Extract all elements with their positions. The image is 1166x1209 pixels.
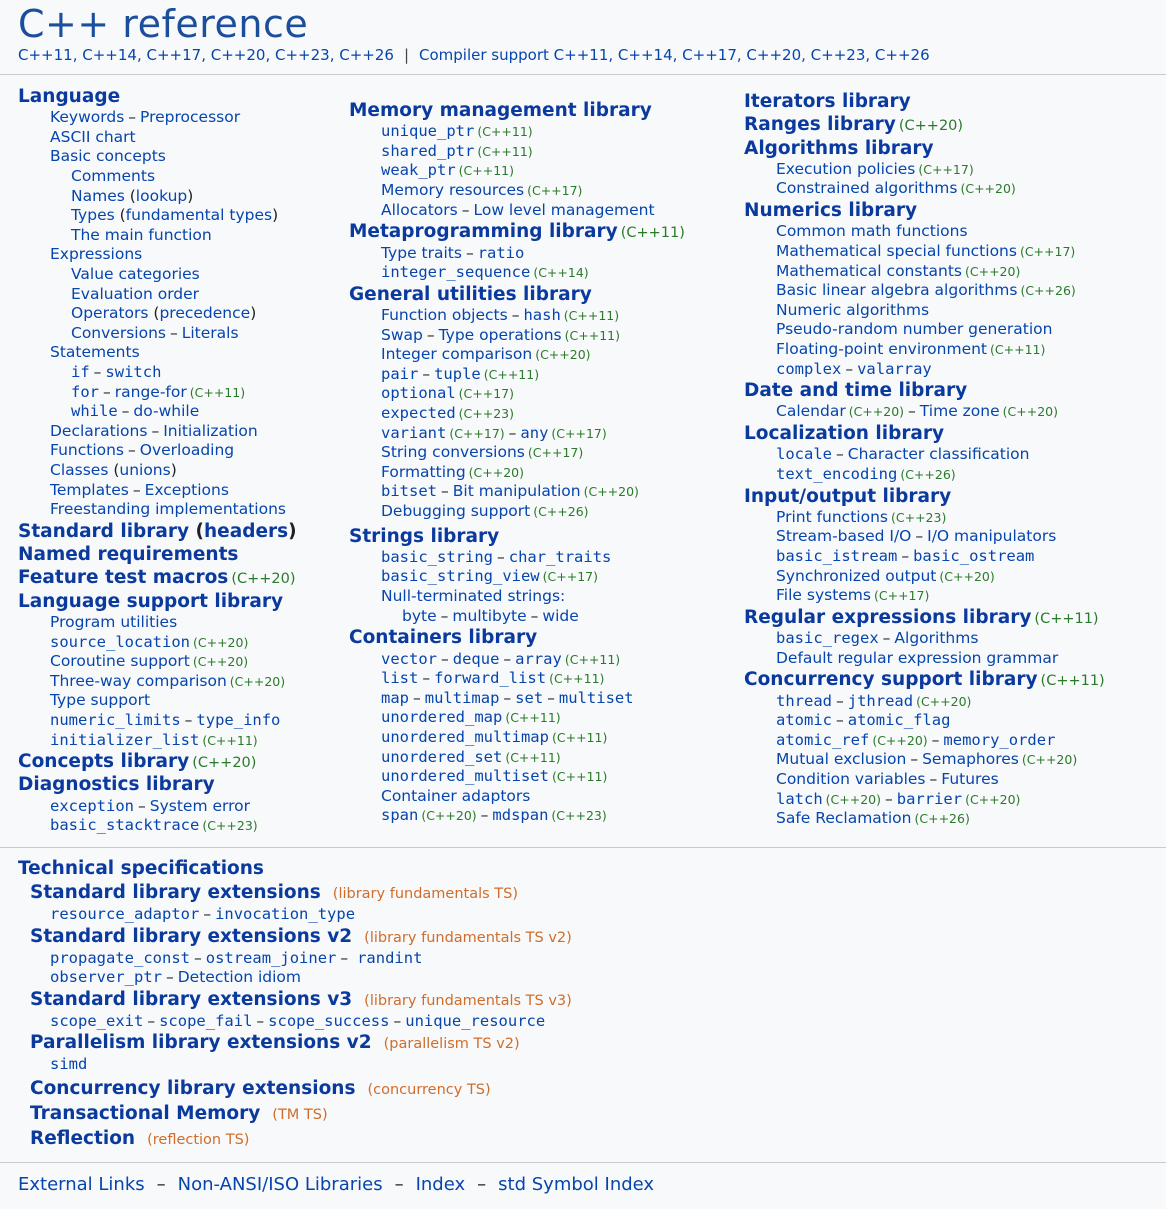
version-badge: (C++17) [458, 386, 514, 402]
unordered-map-link[interactable]: unordered_map [381, 708, 503, 727]
basic-ostream-link[interactable]: basic_ostream [913, 546, 1035, 565]
basic-regex-link[interactable]: basic_regex [776, 629, 879, 648]
version-link-cpp17[interactable]: C++17 [146, 46, 202, 64]
external-links-link[interactable]: External Links [18, 1174, 145, 1195]
pair-link[interactable]: pair [381, 364, 419, 383]
ascii-chart-link[interactable]: ASCII chart [50, 127, 136, 146]
version-badge: (C++20) [192, 654, 249, 670]
stream-io-link[interactable]: Stream-based I/O [776, 527, 912, 546]
names-link[interactable]: Names [71, 186, 125, 205]
print-functions-link[interactable]: Print functions [776, 507, 888, 526]
locale-link[interactable]: locale [776, 445, 832, 464]
column-1: Language Keywords – Preprocessor ASCII chart Basic concepts Comments Names (lookup) Types (fundamental types) The main function Expressions Value categories Evaluation order Operators (precedence) Conversions – Literals Statements if – switch for – range-for (C++11) while – do-while Declarations – Initialization Functions – Overloading Classes (unions) Templates – Exceptions Freestanding implementations Standard library (headers) Named requirements Feature test macros (C++20) Language support library Program utilities source_location (C++20) Coroutine support (C++20) Three-way comparison (C++20) Type support numeric_limits – type_info initializer_list (C++11) Concepts library (C++20) Diagnostics library exception – System error basic_stacktrace (C++23) [18, 86, 297, 835]
debugging-support-link[interactable]: Debugging support [381, 501, 531, 520]
types-link[interactable]: Types [71, 206, 115, 225]
unique-ptr-link[interactable]: unique_ptr [381, 122, 475, 141]
version-badge: (C++26) [533, 503, 589, 519]
constrained-algorithms-link[interactable]: Constrained algorithms [776, 179, 958, 198]
special-functions-link[interactable]: Mathematical special functions [776, 241, 1017, 260]
ts-label: (library fundamentals TS v3) [364, 992, 572, 1009]
multibyte-strings-link[interactable]: multibyte [452, 606, 527, 625]
compiler-link-cpp23[interactable]: C++23 [810, 46, 866, 64]
version-badge: (C++20) [960, 181, 1016, 197]
version-badge: (C++26) [914, 811, 970, 827]
map-link[interactable]: map [381, 688, 409, 707]
compiler-link-cpp17[interactable]: C++17 [682, 46, 737, 64]
io-manipulators-link[interactable]: I/O manipulators [927, 527, 1057, 546]
version-badge: (C++20) [872, 732, 928, 748]
tuple-link[interactable]: tuple [434, 364, 481, 383]
language-heading[interactable]: Language [18, 86, 121, 107]
randint-link[interactable]: randint [357, 948, 423, 967]
version-badge: (C++23) [890, 509, 947, 525]
memory-order-link[interactable]: memory_order [943, 730, 1056, 749]
linear-algebra-link[interactable]: Basic linear algebra algorithms [776, 281, 1018, 300]
ts-label: (library fundamentals TS v2) [364, 929, 572, 946]
templates-link[interactable]: Templates [50, 480, 129, 499]
metaprogramming-heading[interactable]: Metaprogramming library [349, 221, 618, 243]
version-badge: (C++20) [965, 263, 1021, 279]
atomic-ref-link[interactable]: atomic_ref [776, 730, 870, 749]
time-zone-link[interactable]: Time zone [919, 402, 1000, 421]
type-support-link[interactable]: Type support [50, 691, 151, 710]
fundamental-types-link[interactable]: fundamental types [125, 206, 273, 225]
version-link-cpp23[interactable]: C++23 [275, 46, 330, 64]
lib-extensions-v2-heading[interactable]: Standard library extensions v2 [30, 925, 353, 947]
literals-link[interactable]: Literals [181, 323, 239, 342]
version-badge: (C++14) [533, 265, 589, 281]
named-requirements-heading[interactable]: Named requirements [18, 544, 239, 566]
concepts-heading[interactable]: Concepts library [18, 751, 190, 773]
column-2: Memory management library unique_ptr (C++11) shared_ptr (C++11) weak_ptr (C++11) Memory resources (C++17) Allocators – Low level management Metaprogramming library (C++11) Type traits – ratio integer_sequence (C++14) General utilities library Function objects – hash (C++11) Swap – Type operations (C++11) Integer comparison (C++20) pair – tuple (C++11) optional (C++17) expected (C++23) variant (C++17) – any (C++17) String conversions (C++17) Formatting (C++20) bitset – Bit manipulation (C++20) Debugging support (C++26) Strings library basic_string – char_traits basic_string_view (C++17) Null-terminated strings: byte – multibyte – wide Containers library vector – deque – array (C++11) list – forward_list (C++11) map – multimap – set – multiset unordered_map (C++11) unordered_multimap (C++11) unordered_set (C++11) unordered_multiset (C++11) Container adaptors span (C++20) – mdspan (C++23) [349, 100, 685, 825]
character-classification-link[interactable]: Character classification [847, 445, 1030, 464]
container-adaptors-link[interactable]: Container adaptors [381, 786, 531, 805]
top-divider [0, 74, 1166, 75]
deque-link[interactable]: deque [452, 649, 500, 668]
version-badge: (C++20) [229, 673, 286, 689]
basic-concepts-link[interactable]: Basic concepts [50, 147, 166, 166]
switch-link[interactable]: switch [105, 363, 162, 382]
precedence-link[interactable]: precedence [159, 304, 251, 323]
math-constants-link[interactable]: Mathematical constants [776, 261, 962, 280]
comments-link[interactable]: Comments [71, 167, 156, 186]
language-support-heading[interactable]: Language support library [18, 590, 284, 612]
initializer-list-link[interactable]: initializer_list [50, 730, 200, 749]
shared-ptr-link[interactable]: shared_ptr [381, 141, 475, 160]
version-badge: (C++11) [477, 143, 533, 159]
range-for-link[interactable]: range-for [114, 382, 187, 401]
version-badge: (C++20) [1021, 752, 1078, 768]
version-badge: (C++20) [965, 791, 1021, 807]
statements-link[interactable]: Statements [50, 343, 140, 362]
version-badge: (C++26) [1020, 283, 1076, 299]
algorithms-heading[interactable]: Algorithms library [744, 137, 934, 159]
atomic-flag-link[interactable]: atomic_flag [847, 711, 951, 730]
execution-policies-link[interactable]: Execution policies [776, 159, 916, 178]
standard-versions-bar: C++11, C++14, C++17, C++20, C++23, C++26 | Compiler support C++11, C++14, C++17, C++20, C++23, C++26 [18, 46, 930, 64]
general-utilities-heading[interactable]: General utilities library [349, 283, 592, 305]
for-link[interactable]: for [71, 382, 99, 401]
byte-strings-link[interactable]: byte [402, 606, 437, 625]
if-link[interactable]: if [71, 363, 90, 382]
localization-heading[interactable]: Localization library [744, 423, 945, 445]
version-badge: (C++11) [1040, 673, 1105, 690]
compiler-link-cpp26[interactable]: C++26 [874, 46, 930, 64]
jthread-link[interactable]: jthread [847, 691, 914, 710]
version-badge: (C++11) [564, 651, 621, 667]
reflection-heading[interactable]: Reflection [30, 1127, 136, 1149]
version-badge: (C++17) [527, 445, 584, 461]
futures-link[interactable]: Futures [941, 769, 999, 788]
exception-link[interactable]: exception [50, 796, 134, 815]
ts-label: (reflection TS) [147, 1131, 250, 1148]
version-badge: (C++20) [825, 791, 882, 807]
version-badge: (C++23) [458, 406, 514, 422]
formatting-link[interactable]: Formatting [381, 462, 466, 481]
version-badge: (C++23) [551, 808, 607, 824]
observer-ptr-link[interactable]: observer_ptr [50, 968, 162, 987]
random-generation-link[interactable]: Pseudo-random number generation [776, 320, 1053, 339]
basic-string-view-link[interactable]: basic_string_view [381, 567, 540, 586]
safe-reclamation-link[interactable]: Safe Reclamation [776, 809, 912, 828]
version-link-cpp14[interactable]: C++14 [82, 46, 137, 64]
version-badge: (C++11) [564, 327, 620, 343]
atomic-link[interactable]: atomic [776, 711, 832, 730]
declarations-link[interactable]: Declarations [50, 421, 148, 440]
semaphores-link[interactable]: Semaphores [922, 750, 1019, 769]
scope-success-link[interactable]: scope_success [268, 1011, 390, 1030]
version-badge: (C++11) [551, 729, 608, 745]
ratio-link[interactable]: ratio [477, 243, 525, 262]
do-while-link[interactable]: do-while [133, 402, 200, 421]
version-link-cpp26[interactable]: C++26 [339, 46, 394, 64]
version-badge: (C++17) [542, 569, 598, 585]
lib-extensions-v3-heading[interactable]: Standard library extensions v3 [30, 988, 353, 1010]
regex-grammar-link[interactable]: Default regular expression grammar [776, 648, 1059, 667]
allocators-link[interactable]: Allocators [381, 200, 458, 219]
lookup-link[interactable]: lookup [135, 186, 188, 205]
compiler-support-link[interactable]: Compiler support [419, 46, 549, 64]
resource-adaptor-link[interactable]: resource_adaptor [50, 905, 200, 923]
synchronized-output-link[interactable]: Synchronized output [776, 566, 937, 585]
type-traits-link[interactable]: Type traits [381, 243, 462, 262]
version-badge: (C++11) [483, 366, 540, 382]
bitset-link[interactable]: bitset [381, 482, 437, 501]
main-function-link[interactable]: The main function [71, 225, 212, 244]
numerics-heading[interactable]: Numerics library [744, 200, 918, 222]
column-3: Iterators library Ranges library (C++20) Algorithms library Execution policies (C++17) Constrained algorithms (C++20) Numerics library Common math functions Mathematical special functions (C++17) Mathematical constants (C++20) Basic linear algebra algorithms (C++26) Numeric algorithms Pseudo-random number generation Floating-point environment (C++11) complex – valarray Date and time library Calendar (C++20) – Time zone (C++20) Localization library locale – Character classification text_encoding (C++26) Input/output library Print functions (C++23) Stream-based I/O – I/O manipulators basic_istream – basic_ostream Synchronized output (C++20) File systems (C++17) Regular expressions library (C++11) basic_regex – Algorithms Default regular expression grammar Concurrency support library (C++11) thread – jthread (C++20) atomic – atomic_flag atomic_ref (C++20) – memory_order Mutual exclusion – Semaphores (C++20) Condition variables – Futures latch (C++20) – barrier (C++20) Safe Reclamation (C++26) [744, 91, 1105, 828]
numeric-algorithms-link[interactable]: Numeric algorithms [776, 300, 930, 319]
multimap-link[interactable]: multimap [424, 688, 500, 707]
version-badge: (C++11) [477, 124, 533, 140]
version-link-cpp11[interactable]: C++11 [18, 46, 73, 64]
evaluation-order-link[interactable]: Evaluation order [71, 284, 200, 303]
version-badge: (C++23) [202, 818, 258, 834]
version-badge: (C++20) [468, 464, 525, 480]
vector-link[interactable]: vector [381, 649, 437, 668]
variant-link[interactable]: variant [381, 423, 447, 442]
unique-resource-link[interactable]: unique_resource [405, 1011, 546, 1030]
version-badge: (C++20) [192, 755, 257, 772]
three-way-comparison-link[interactable]: Three-way comparison [50, 671, 227, 690]
version-badge: (C++20) [898, 118, 964, 135]
unordered-multiset-link[interactable]: unordered_multiset [381, 767, 549, 786]
version-badge: (C++11) [549, 671, 605, 687]
functions-link[interactable]: Functions [50, 441, 125, 460]
detection-idiom-link[interactable]: Detection idiom [177, 968, 301, 987]
complex-link[interactable]: complex [776, 359, 842, 378]
version-badge: (C++11) [1034, 610, 1099, 627]
operators-link[interactable]: Operators [71, 304, 149, 323]
unions-link[interactable]: unions [119, 460, 171, 479]
strings-heading[interactable]: Strings library [349, 525, 500, 547]
version-badge: (C++11) [551, 769, 608, 785]
conversions-link[interactable]: Conversions [71, 323, 166, 342]
version-badge: (C++11) [505, 710, 561, 726]
date-time-heading[interactable]: Date and time library [744, 380, 968, 402]
mutual-exclusion-link[interactable]: Mutual exclusion [776, 750, 907, 769]
expected-link[interactable]: expected [381, 404, 456, 423]
ostream-joiner-link[interactable]: ostream_joiner [205, 948, 337, 967]
version-badge: (C++26) [900, 466, 956, 482]
index-link[interactable]: Index [415, 1174, 466, 1195]
calendar-link[interactable]: Calendar [776, 402, 846, 421]
version-badge: (C++20) [916, 693, 972, 709]
compiler-link-cpp14[interactable]: C++14 [617, 46, 673, 64]
feature-test-macros-heading[interactable]: Feature test macros [18, 567, 229, 589]
common-math-link[interactable]: Common math functions [776, 222, 968, 241]
span-link[interactable]: span [381, 806, 419, 825]
version-link-cpp20[interactable]: C++20 [210, 46, 266, 64]
containers-heading[interactable]: Containers library [349, 627, 538, 649]
program-utilities-link[interactable]: Program utilities [50, 612, 178, 631]
version-badge: (C++20) [848, 404, 905, 420]
memory-management-heading[interactable]: Memory management library [349, 100, 652, 121]
transactional-memory-heading[interactable]: Transactional Memory [30, 1102, 261, 1124]
low-level-management-link[interactable]: Low level management [473, 200, 655, 219]
input-output-heading[interactable]: Input/output library [744, 485, 952, 507]
version-badge: (C++11) [458, 163, 514, 179]
version-badge: (C++20) [192, 634, 249, 650]
version-badge: (C++11) [189, 384, 246, 400]
weak-ptr-link[interactable]: weak_ptr [381, 161, 456, 180]
keywords-link[interactable]: Keywords [50, 108, 125, 127]
ts-label: (concurrency TS) [367, 1081, 491, 1098]
type-info-link[interactable]: type_info [196, 710, 281, 729]
swap-link[interactable]: Swap [381, 325, 423, 344]
freestanding-link[interactable]: Freestanding implementations [50, 500, 286, 519]
bottom-divider [0, 1162, 1166, 1163]
standard-library-heading[interactable]: Standard library [18, 520, 190, 542]
technical-specifications-heading[interactable]: Technical specifications [18, 858, 264, 879]
non-ansi-libraries-link[interactable]: Non-ANSI/ISO Libraries [177, 1174, 383, 1195]
classes-link[interactable]: Classes [50, 460, 109, 479]
concurrency-extensions-heading[interactable]: Concurrency library extensions [30, 1077, 356, 1099]
version-badge: (C++17) [918, 161, 974, 177]
null-terminated-strings-link[interactable]: Null-terminated strings: [381, 587, 566, 606]
diagnostics-heading[interactable]: Diagnostics library [18, 774, 215, 796]
version-badge: (C++20) [535, 347, 591, 363]
version-badge: (C++17) [1019, 243, 1076, 259]
version-badge: (C++20) [231, 571, 296, 588]
set-link[interactable]: set [515, 688, 544, 707]
version-badge: (C++20) [583, 484, 639, 500]
version-badge: (C++20) [421, 808, 477, 824]
version-badge: (C++17) [527, 183, 583, 199]
basic-string-link[interactable]: basic_string [381, 547, 493, 566]
system-error-link[interactable]: System error [149, 796, 251, 815]
wide-strings-link[interactable]: wide [542, 606, 579, 625]
char-traits-link[interactable]: char_traits [508, 547, 612, 566]
optional-link[interactable]: optional [381, 384, 456, 403]
headers-link[interactable]: headers [204, 520, 289, 542]
while-link[interactable]: while [71, 402, 118, 421]
version-badge: (C++17) [873, 588, 930, 604]
function-objects-link[interactable]: Function objects [381, 306, 508, 325]
overloading-link[interactable]: Overloading [139, 441, 235, 460]
separator: | [403, 46, 410, 64]
latch-link[interactable]: latch [776, 789, 823, 808]
floating-point-env-link[interactable]: Floating-point environment [776, 339, 988, 358]
version-badge: (C++17) [449, 425, 505, 441]
source-location-link[interactable]: source_location [50, 632, 190, 651]
exceptions-link[interactable]: Exceptions [144, 480, 229, 499]
ranges-heading[interactable]: Ranges library [744, 114, 896, 136]
version-badge: (C++20) [939, 568, 995, 584]
initialization-link[interactable]: Initialization [163, 421, 258, 440]
page-title: C++ reference [18, 2, 309, 46]
string-conversions-link[interactable]: String conversions [381, 443, 525, 462]
simd-link[interactable]: simd [50, 1055, 88, 1074]
array-link[interactable]: array [515, 649, 562, 668]
symbol-index-link[interactable]: std Symbol Index [498, 1174, 655, 1195]
preprocessor-link[interactable]: Preprocessor [140, 108, 241, 127]
text-encoding-link[interactable]: text_encoding [776, 464, 898, 483]
unordered-multimap-link[interactable]: unordered_multimap [381, 727, 549, 746]
concurrency-heading[interactable]: Concurrency support library [744, 669, 1038, 691]
lib-extensions-heading[interactable]: Standard library extensions [30, 882, 321, 903]
regex-algorithms-link[interactable]: Algorithms [894, 629, 979, 648]
compiler-link-cpp20[interactable]: C++20 [746, 46, 802, 64]
version-badge: (C++11) [505, 749, 561, 765]
integer-sequence-link[interactable]: integer_sequence [381, 263, 531, 282]
barrier-link[interactable]: barrier [896, 789, 963, 808]
coroutine-support-link[interactable]: Coroutine support [50, 652, 190, 671]
thread-link[interactable]: thread [776, 691, 832, 710]
version-badge: (C++11) [990, 341, 1046, 357]
integer-comparison-link[interactable]: Integer comparison [381, 345, 533, 364]
footer-links: External Links – Non-ANSI/ISO Libraries – Index – std Symbol Index [18, 1174, 655, 1195]
invocation-type-link[interactable]: invocation_type [215, 905, 356, 923]
ts-label: (TM TS) [272, 1106, 328, 1123]
version-badge: (C++11) [202, 732, 258, 748]
memory-resources-link[interactable]: Memory resources [381, 181, 525, 200]
version-badge: (C++17) [551, 425, 607, 441]
valarray-link[interactable]: valarray [857, 359, 932, 378]
ts-label: (library fundamentals TS) [332, 886, 519, 902]
technical-specifications-section: Technical specifications Standard library extensions (library fundamentals TS) resource_adaptor – invocation_type Standard library extensions v2 (library fundamentals TS v2) propagate_const – ostream_joiner – randint observer_ptr – Detection idiom Standard library extensions v3 (library fundamentals TS v3) scope_exit – scope_fail – scope_success – unique_resource Parallelism library extensions v2 (parallelism TS v2) simd Concurrency library extensions (concurrency TS) Transactional Memory (TM TS) Reflection (reflection TS) [18, 858, 572, 1149]
basic-istream-link[interactable]: basic_istream [776, 546, 898, 565]
basic-stacktrace-link[interactable]: basic_stacktrace [50, 816, 200, 835]
unordered-set-link[interactable]: unordered_set [381, 747, 503, 766]
parallelism-extensions-heading[interactable]: Parallelism library extensions v2 [30, 1032, 372, 1054]
regex-heading[interactable]: Regular expressions library [744, 606, 1032, 628]
mdspan-link[interactable]: mdspan [492, 806, 549, 825]
compiler-link-cpp11[interactable]: C++11 [553, 46, 609, 64]
propagate-const-link[interactable]: propagate_const [50, 948, 190, 967]
ts-label: (parallelism TS v2) [383, 1036, 520, 1053]
scope-fail-link[interactable]: scope_fail [159, 1011, 253, 1030]
condition-variables-link[interactable]: Condition variables [776, 769, 926, 788]
forward-list-link[interactable]: forward_list [434, 669, 547, 688]
middle-divider [0, 847, 1166, 848]
bit-manipulation-link[interactable]: Bit manipulation [452, 482, 581, 501]
multiset-link[interactable]: multiset [558, 688, 634, 707]
version-badge: (C++11) [563, 308, 620, 324]
scope-exit-link[interactable]: scope_exit [50, 1011, 144, 1030]
type-operations-link[interactable]: Type operations [438, 325, 562, 344]
expressions-link[interactable]: Expressions [50, 245, 143, 264]
any-link[interactable]: any [520, 423, 549, 442]
version-badge: (C++20) [1002, 404, 1058, 420]
iterators-heading[interactable]: Iterators library [744, 91, 911, 112]
list-link[interactable]: list [381, 669, 419, 688]
file-systems-link[interactable]: File systems [776, 586, 871, 605]
version-badge: (C++11) [620, 225, 685, 242]
value-categories-link[interactable]: Value categories [71, 265, 200, 284]
numeric-limits-link[interactable]: numeric_limits [50, 710, 181, 729]
hash-link[interactable]: hash [523, 306, 561, 325]
